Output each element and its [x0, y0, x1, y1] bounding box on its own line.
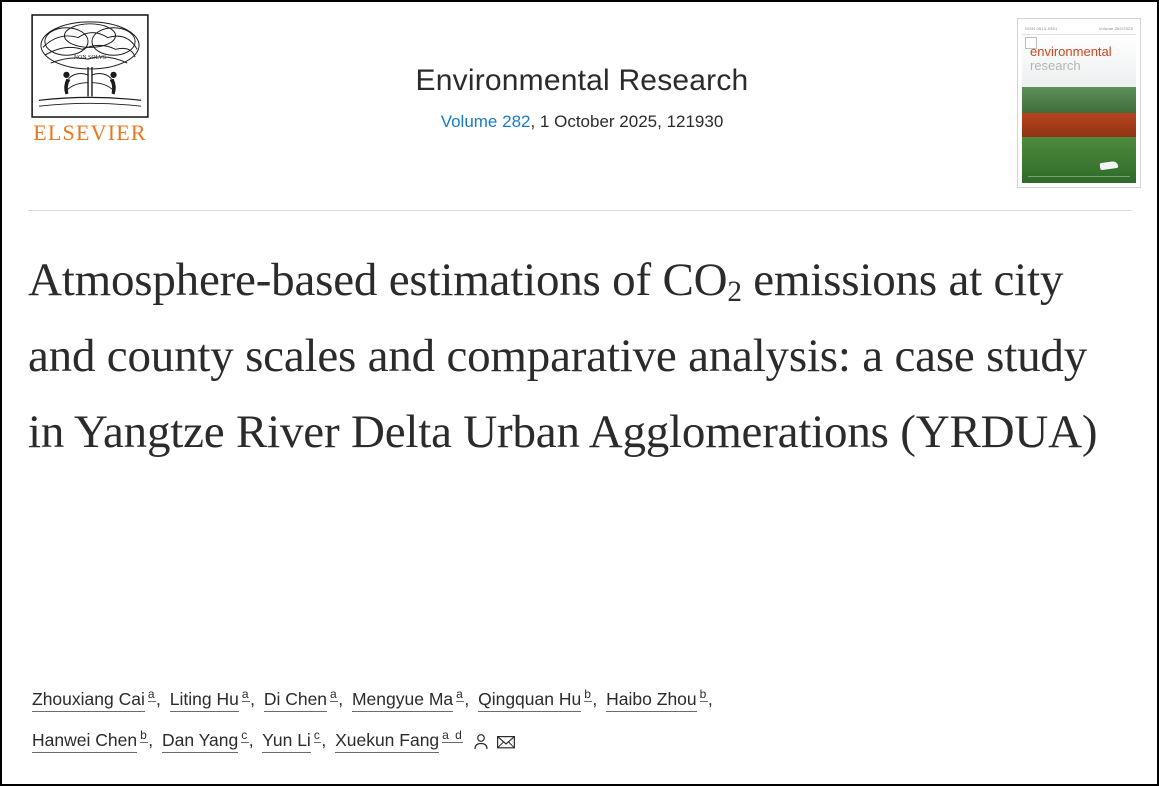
elsevier-tree-logo	[31, 14, 149, 118]
author-name[interactable]: Liting Hu	[170, 689, 239, 712]
cover-title-line-1: environmental	[1030, 44, 1112, 59]
author-affiliation-marker[interactable]: b	[699, 687, 708, 701]
author-affiliation-marker[interactable]: a	[330, 687, 339, 701]
envelope-icon[interactable]	[496, 732, 516, 752]
journal-issue-line	[202, 112, 962, 132]
author-name[interactable]: Di Chen	[264, 689, 327, 712]
title-segment: emissions at city and county scales and comparative analysis: a case study in Yangtze River Delta Urban Agglomerations (YRDUA)	[28, 254, 1098, 459]
author-name[interactable]: Dan Yang	[162, 730, 238, 753]
author-separator: ,	[707, 688, 713, 709]
cover-title-line-2: research	[1030, 58, 1081, 73]
author-affiliation-marker[interactable]: a	[456, 687, 465, 701]
author-affiliation-marker[interactable]: a	[147, 687, 157, 701]
header-divider	[28, 210, 1131, 211]
author-item	[162, 727, 249, 750]
person-icon[interactable]	[471, 732, 491, 752]
author-item	[606, 689, 708, 709]
author-name[interactable]: Qingquan Hu	[478, 689, 581, 712]
svg-text:NON SOLVS: NON SOLVS	[73, 55, 107, 62]
author-item	[32, 727, 149, 750]
title-segment: Atmosphere-based estimations of CO	[28, 254, 728, 306]
author-name[interactable]: Haibo Zhou	[606, 689, 696, 712]
author-separator: ,	[321, 729, 327, 750]
publisher-name: ELSEVIER	[33, 120, 147, 145]
journal-header	[2, 2, 1157, 210]
author-item	[352, 689, 464, 709]
cover-journal-title	[1030, 45, 1112, 72]
author-separator: ,	[250, 688, 255, 709]
cover-topbar	[1022, 23, 1136, 35]
author-affiliation-marker[interactable]: a d	[442, 727, 464, 742]
volume-link[interactable]: Volume 282	[440, 112, 531, 131]
author-item	[32, 689, 156, 709]
author-item	[170, 689, 250, 709]
journal-title[interactable]: Environmental Research	[415, 64, 749, 97]
author-affiliation-marker[interactable]: b	[140, 727, 149, 742]
author-item	[478, 689, 592, 709]
author-separator: ,	[338, 688, 344, 709]
article-header	[28, 242, 1117, 470]
author-name[interactable]: Yun Li	[262, 730, 311, 753]
author-separator: ,	[464, 688, 470, 709]
journal-info	[202, 64, 962, 132]
title-subscript: 2	[727, 276, 742, 309]
author-item-corresponding	[335, 727, 521, 750]
journal-cover-image[interactable]	[1017, 18, 1141, 188]
author-separator: ,	[156, 688, 161, 709]
author-item	[264, 689, 338, 709]
author-separator: ,	[248, 729, 254, 750]
author-affiliation-marker[interactable]: b	[584, 687, 593, 701]
page-title	[28, 242, 1117, 470]
author-affiliation-marker[interactable]: a	[241, 687, 251, 701]
author-affiliation-marker[interactable]: c	[241, 727, 249, 742]
cover-issn-label: ISSN 0013-9351	[1025, 26, 1058, 31]
author-item	[262, 727, 322, 750]
author-name[interactable]: Hanwei Chen	[32, 730, 137, 753]
cover-photo	[1022, 87, 1136, 183]
corresponding-author-icons	[471, 723, 521, 759]
author-separator: ,	[592, 688, 598, 709]
publisher-logo[interactable]	[20, 14, 160, 146]
issue-date-pages: , 1 October 2025, 121930	[530, 112, 724, 131]
author-affiliation-marker[interactable]: c	[313, 727, 322, 742]
cover-volume-label: Volume 282/2025	[1098, 26, 1133, 31]
author-name[interactable]: Mengyue Ma	[352, 689, 453, 712]
author-name[interactable]: Xuekun Fang	[335, 730, 439, 753]
author-separator: ,	[148, 729, 154, 750]
author-list	[32, 676, 1117, 759]
author-name[interactable]: Zhouxiang Cai	[32, 689, 145, 712]
